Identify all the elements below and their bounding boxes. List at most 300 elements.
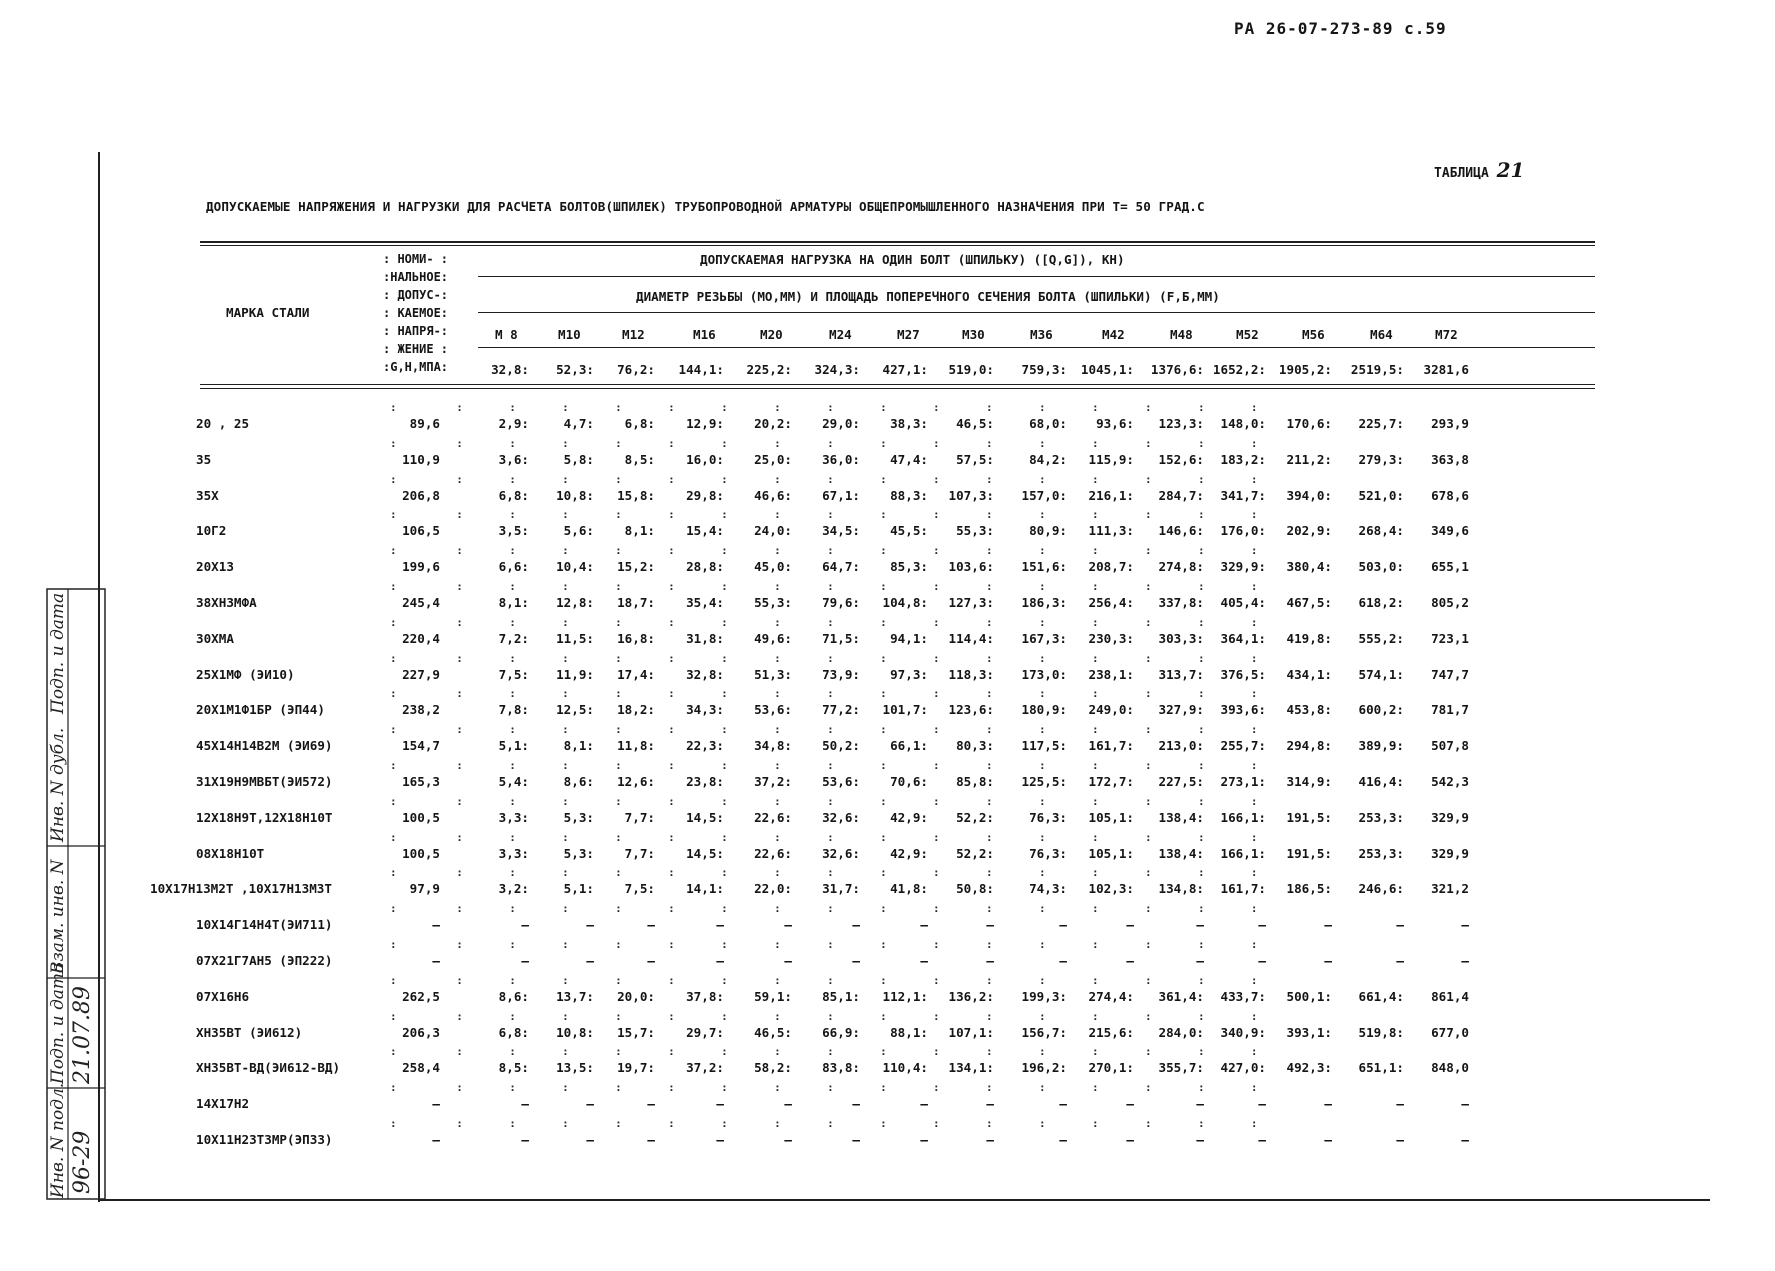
bolt-load-cell: — — [986, 953, 994, 968]
bolt-load-cell: — — [521, 917, 529, 932]
bolt-load-cell: 117,5: — [1021, 738, 1067, 753]
bolt-load-cell: 93,6: — [1096, 416, 1134, 431]
bolt-load-cell: 227,5: — [1158, 774, 1204, 789]
bolt-load-cell: 10,8: — [556, 1025, 594, 1040]
bolt-load-cell: 433,7: — [1220, 989, 1266, 1004]
bolt-load-cell: 71,5: — [822, 631, 860, 646]
bolt-load-cell: 467,5: — [1286, 595, 1332, 610]
row-separator-dots: : : : : : : : : : : : : : : : : : — [390, 401, 1258, 414]
bolt-load-cell: 134,1: — [948, 1060, 994, 1075]
thread-area-header: 32,8: — [491, 362, 529, 377]
bolt-load-cell: 341,7: — [1220, 488, 1266, 503]
row-separator-dots: : : : : : : : : : : : : : : : : : — [390, 1045, 1258, 1058]
bolt-load-cell: 651,1: — [1358, 1060, 1404, 1075]
bolt-load-cell: 747,7 — [1431, 667, 1469, 682]
allowable-stress-cell: — — [432, 1132, 440, 1147]
bolt-load-cell: 12,9: — [686, 416, 724, 431]
bolt-load-cell: — — [521, 953, 529, 968]
thread-size-header: М42 — [1102, 327, 1125, 342]
bolt-load-cell: 340,9: — [1220, 1025, 1266, 1040]
bolt-load-cell: 230,3: — [1088, 631, 1134, 646]
row-separator-dots: : : : : : : : : : : : : : : : : : — [390, 831, 1258, 844]
bolt-load-cell: 12,5: — [556, 702, 594, 717]
bolt-load-cell: 34,3: — [686, 702, 724, 717]
bolt-load-cell: — — [1324, 1132, 1332, 1147]
bolt-load-cell: 20,2: — [754, 416, 792, 431]
thread-size-header: М24 — [829, 327, 852, 342]
bolt-load-cell: 8,1: — [624, 523, 655, 538]
bolt-load-cell: — — [1324, 917, 1332, 932]
bolt-load-cell: — — [1196, 953, 1204, 968]
bolt-load-cell: — — [986, 1096, 994, 1111]
thread-size-header: М16 — [693, 327, 716, 342]
load-header-rule — [478, 276, 1595, 277]
bolt-load-cell: 5,1: — [498, 738, 529, 753]
bolt-load-cell: — — [1461, 1096, 1469, 1111]
bolt-load-cell: 6,8: — [624, 416, 655, 431]
bolt-load-cell: 574,1: — [1358, 667, 1404, 682]
bolt-load-cell: 376,5: — [1220, 667, 1266, 682]
bolt-load-cell: 94,1: — [890, 631, 928, 646]
bolt-load-cell: — — [647, 917, 655, 932]
bolt-load-cell: 216,1: — [1088, 488, 1134, 503]
bolt-load-cell: 3,3: — [498, 846, 529, 861]
bolt-load-cell: 37,2: — [686, 1060, 724, 1075]
bolt-load-cell: 3,6: — [498, 452, 529, 467]
bolt-load-cell: 249,0: — [1088, 702, 1134, 717]
bolt-load-cell: 805,2 — [1431, 595, 1469, 610]
bolt-load-cell: 2,9: — [498, 416, 529, 431]
thread-area-header: 52,3: — [556, 362, 594, 377]
bolt-load-cell: — — [1059, 1132, 1067, 1147]
bolt-load-cell: 42,9: — [890, 810, 928, 825]
bolt-load-cell: 58,2: — [754, 1060, 792, 1075]
bolt-load-cell: 246,6: — [1358, 881, 1404, 896]
margin-stamp — [46, 588, 106, 1200]
bolt-load-cell: 7,5: — [498, 667, 529, 682]
thread-area-header: 144,1: — [678, 362, 724, 377]
bolt-load-cell: — — [1396, 917, 1404, 932]
bolt-load-cell: 156,7: — [1021, 1025, 1067, 1040]
bolt-load-cell: 170,6: — [1286, 416, 1332, 431]
bolt-load-cell: 861,4 — [1431, 989, 1469, 1004]
bolt-load-cell: 172,7: — [1088, 774, 1134, 789]
bolt-load-cell: 389,9: — [1358, 738, 1404, 753]
bolt-load-cell: — — [1126, 917, 1134, 932]
bolt-load-cell: 183,2: — [1220, 452, 1266, 467]
row-separator-dots: : : : : : : : : : : : : : : : : : — [390, 580, 1258, 593]
bolt-load-cell: 53,6: — [822, 774, 860, 789]
bolt-load-cell: 238,1: — [1088, 667, 1134, 682]
bolt-load-cell: 31,8: — [686, 631, 724, 646]
bolt-load-cell: 3,2: — [498, 881, 529, 896]
bolt-load-cell: — — [586, 917, 594, 932]
bolt-load-cell: 186,5: — [1286, 881, 1332, 896]
bolt-load-cell: 166,1: — [1220, 810, 1266, 825]
bolt-load-cell: 59,1: — [754, 989, 792, 1004]
bolt-load-cell: 161,7: — [1088, 738, 1134, 753]
bolt-load-cell: 101,7: — [882, 702, 928, 717]
bolt-load-cell: 176,0: — [1220, 523, 1266, 538]
bolt-load-cell: 70,6: — [890, 774, 928, 789]
row-separator-dots: : : : : : : : : : : : : : : : : : — [390, 795, 1258, 808]
bolt-load-cell: 138,4: — [1158, 846, 1204, 861]
bolt-load-cell: 76,3: — [1029, 810, 1067, 825]
bolt-load-cell: 600,2: — [1358, 702, 1404, 717]
row-separator-dots: : : : : : : : : : : : : : : : : : — [390, 1081, 1258, 1094]
bolt-load-cell: 5,3: — [563, 810, 594, 825]
bolt-load-cell: 102,3: — [1088, 881, 1134, 896]
bolt-load-cell: 519,8: — [1358, 1025, 1404, 1040]
bolt-load-cell: 7,2: — [498, 631, 529, 646]
stamp-label-sign-date-1: Подп. и дата — [48, 962, 68, 1084]
bolt-load-cell: 419,8: — [1286, 631, 1332, 646]
thread-size-header: М27 — [897, 327, 920, 342]
thread-size-header: М 8 — [495, 327, 518, 342]
bolt-load-cell: 8,5: — [498, 1060, 529, 1075]
diameter-header-rule — [478, 312, 1595, 313]
bolt-load-cell: 83,8: — [822, 1060, 860, 1075]
bolt-load-cell: 270,1: — [1088, 1060, 1134, 1075]
bolt-load-cell: 13,5: — [556, 1060, 594, 1075]
steel-grade-cell: 10Х17Н13М2Т ,10Х17Н13М3Т — [150, 881, 332, 896]
allowable-stress-cell: 206,3 — [402, 1025, 440, 1040]
bolt-load-cell: 32,6: — [822, 846, 860, 861]
bolt-load-cell: 15,2: — [617, 559, 655, 574]
bolt-load-cell: 37,8: — [686, 989, 724, 1004]
bolt-load-cell: 6,6: — [498, 559, 529, 574]
bolt-load-cell: 6,8: — [498, 1025, 529, 1040]
steel-grade-cell: 25Х1МФ (ЭИ10) — [196, 667, 295, 682]
bolt-load-cell: 191,5: — [1286, 810, 1332, 825]
stress-header-line: :НАЛЬНОЕ: — [383, 270, 449, 284]
bolt-load-cell: — — [647, 1096, 655, 1111]
bolt-load-cell: 191,5: — [1286, 846, 1332, 861]
bolt-load-cell: 84,2: — [1029, 452, 1067, 467]
bolt-load-cell: 274,4: — [1088, 989, 1134, 1004]
thread-size-header: М64 — [1370, 327, 1393, 342]
bolt-load-cell: 199,3: — [1021, 989, 1067, 1004]
bolt-load-cell: — — [920, 1096, 928, 1111]
bolt-load-cell: 15,4: — [686, 523, 724, 538]
bolt-load-cell: 364,1: — [1220, 631, 1266, 646]
bolt-load-cell: 46,5: — [754, 1025, 792, 1040]
bolt-load-cell: — — [1461, 953, 1469, 968]
bolt-load-cell: — — [784, 917, 792, 932]
bolt-load-cell: 46,5: — [956, 416, 994, 431]
bolt-load-cell: 157,0: — [1021, 488, 1067, 503]
allowable-stress-cell: 262,5 — [402, 989, 440, 1004]
bolt-load-cell: 80,3: — [956, 738, 994, 753]
bolt-load-cell: 225,7: — [1358, 416, 1404, 431]
bolt-load-cell: 24,0: — [754, 523, 792, 538]
bolt-load-cell: 29,8: — [686, 488, 724, 503]
stamp-label-replace-inv: Взам. инв. N — [48, 859, 68, 974]
bolt-load-cell: — — [647, 953, 655, 968]
bolt-load-cell: — — [1258, 953, 1266, 968]
bolt-load-cell: — — [1196, 1096, 1204, 1111]
bolt-load-cell: 215,6: — [1088, 1025, 1134, 1040]
bolt-load-cell: — — [920, 953, 928, 968]
thread-area-header: 1905,2: — [1278, 362, 1332, 377]
bolt-load-cell: 13,7: — [556, 989, 594, 1004]
bolt-load-cell: 337,8: — [1158, 595, 1204, 610]
bolt-load-cell: 14,1: — [686, 881, 724, 896]
bolt-load-cell: — — [1461, 917, 1469, 932]
bolt-load-cell: 85,1: — [822, 989, 860, 1004]
steel-grade-cell: 38ХН3МФА — [196, 595, 257, 610]
bolt-load-cell: 38,3: — [890, 416, 928, 431]
steel-grade-cell: 10Х11Н23Т3МР(ЭП33) — [196, 1132, 333, 1147]
thread-area-header: 3281,6 — [1423, 362, 1469, 377]
row-separator-dots: : : : : : : : : : : : : : : : : : — [390, 508, 1258, 521]
bolt-load-cell: 74,3: — [1029, 881, 1067, 896]
stamp-label-dup-inv: Инв. N дубл. — [48, 727, 68, 842]
bolt-load-cell: 28,8: — [686, 559, 724, 574]
steel-grade-cell: ХН35ВТ (ЭИ612) — [196, 1025, 303, 1040]
bolt-load-cell: 80,9: — [1029, 523, 1067, 538]
bolt-load-cell: 52,2: — [956, 846, 994, 861]
bolt-load-cell: 97,3: — [890, 667, 928, 682]
bolt-load-cell: 29,0: — [822, 416, 860, 431]
steel-grade-cell: 10Г2 — [196, 523, 227, 538]
bolt-load-cell: 355,7: — [1158, 1060, 1204, 1075]
bolt-load-cell: 723,1 — [1431, 631, 1469, 646]
bolt-load-cell: — — [852, 953, 860, 968]
bolt-load-cell: 45,0: — [754, 559, 792, 574]
bolt-load-cell: 321,2 — [1431, 881, 1469, 896]
bolt-load-cell: 148,0: — [1220, 416, 1266, 431]
bolt-load-cell: 55,3: — [754, 595, 792, 610]
bolt-load-cell: 152,6: — [1158, 452, 1204, 467]
bolt-load-cell: 555,2: — [1358, 631, 1404, 646]
allowable-stress-cell: 227,9 — [402, 667, 440, 682]
row-separator-dots: : : : : : : : : : : : : : : : : : — [390, 723, 1258, 736]
stamp-handwritten-date: 21.07.89 — [70, 986, 95, 1084]
bolt-load-cell: 500,1: — [1286, 989, 1332, 1004]
bolt-load-cell: 123,3: — [1158, 416, 1204, 431]
bolt-load-cell: 166,1: — [1220, 846, 1266, 861]
bolt-load-cell: — — [1324, 953, 1332, 968]
bolt-load-cell: 11,8: — [617, 738, 655, 753]
bolt-load-cell: — — [1196, 917, 1204, 932]
bolt-load-cell: — — [716, 953, 724, 968]
bolt-load-cell: 85,8: — [956, 774, 994, 789]
bolt-load-cell: 5,8: — [563, 452, 594, 467]
bolt-load-cell: 196,2: — [1021, 1060, 1067, 1075]
bolt-load-cell: — — [586, 1096, 594, 1111]
bolt-load-cell: 76,3: — [1029, 846, 1067, 861]
stress-header-line: : ЖЕНИЕ : — [383, 342, 449, 356]
allowable-stress-cell: 154,7 — [402, 738, 440, 753]
bolt-load-cell: 111,3: — [1088, 523, 1134, 538]
bolt-load-cell: — — [986, 1132, 994, 1147]
bolt-load-cell: — — [852, 1132, 860, 1147]
bolt-load-cell: — — [1258, 1096, 1266, 1111]
bolt-load-cell: 103,6: — [948, 559, 994, 574]
bolt-load-cell: 31,7: — [822, 881, 860, 896]
bolt-load-cell: 22,6: — [754, 846, 792, 861]
bolt-load-cell: — — [784, 953, 792, 968]
bolt-load-cell: 110,4: — [882, 1060, 928, 1075]
bolt-load-cell: — — [1396, 1132, 1404, 1147]
bolt-load-cell: 52,2: — [956, 810, 994, 825]
thread-area-header: 225,2: — [746, 362, 792, 377]
bolt-load-cell: 303,3: — [1158, 631, 1204, 646]
bolt-load-cell: — — [716, 917, 724, 932]
row-separator-dots: : : : : : : : : : : : : : : : : : — [390, 974, 1258, 987]
thread-area-header: 1376,6: — [1150, 362, 1204, 377]
bolt-load-cell: 46,6: — [754, 488, 792, 503]
steel-grade-cell: 12Х18Н9Т,12Х18Н10Т — [196, 810, 333, 825]
bolt-load-cell: 8,5: — [624, 452, 655, 467]
allowable-stress-cell: — — [432, 953, 440, 968]
bolt-load-cell: — — [1461, 1132, 1469, 1147]
bolt-load-cell: 127,3: — [948, 595, 994, 610]
bolt-load-cell: 10,8: — [556, 488, 594, 503]
thread-size-header: М56 — [1302, 327, 1325, 342]
thread-size-header: М52 — [1236, 327, 1259, 342]
table-title: ДОПУСКАЕМЫЕ НАПРЯЖЕНИЯ И НАГРУЗКИ ДЛЯ РАСЧЕТА БОЛТОВ(ШПИЛЕК) ТРУБОПРОВОДНОЙ АРМАТУРЫ ОБЩЕПРОМЫШЛЕННОГО НАЗНАЧЕНИЯ ПРИ T= 50 ГРАД.С — [206, 199, 1205, 214]
frame-bottom-line — [98, 1199, 1710, 1201]
bolt-load-cell: 36,0: — [822, 452, 860, 467]
bolt-load-cell: 284,7: — [1158, 488, 1204, 503]
stress-header-line: : ДОПУС-: — [383, 288, 449, 302]
bolt-load-cell: 618,2: — [1358, 595, 1404, 610]
allowable-stress-cell: 100,5 — [402, 846, 440, 861]
bolt-load-cell: 66,1: — [890, 738, 928, 753]
allowable-stress-cell: 238,2 — [402, 702, 440, 717]
bolt-load-cell: 268,4: — [1358, 523, 1404, 538]
thread-area-header: 76,2: — [617, 362, 655, 377]
row-separator-dots: : : : : : : : : : : : : : : : : : — [390, 759, 1258, 772]
bolt-load-cell: — — [586, 1132, 594, 1147]
thread-size-header: М10 — [558, 327, 581, 342]
bolt-load-cell: 7,8: — [498, 702, 529, 717]
bolt-load-cell: 105,1: — [1088, 846, 1134, 861]
bolt-load-cell: 329,9: — [1220, 559, 1266, 574]
row-separator-dots: : : : : : : : : : : : : : : : : : — [390, 437, 1258, 450]
bolt-load-cell: 134,8: — [1158, 881, 1204, 896]
bolt-load-cell: 10,4: — [556, 559, 594, 574]
bolt-load-cell: 8,6: — [563, 774, 594, 789]
bolt-load-cell: 255,7: — [1220, 738, 1266, 753]
row-separator-dots: : : : : : : : : : : : : : : : : : — [390, 902, 1258, 915]
bolt-load-cell: 273,1: — [1220, 774, 1266, 789]
bolt-load-cell: 4,7: — [563, 416, 594, 431]
table-number-handwritten: 21 — [1496, 158, 1525, 182]
bolt-load-cell: — — [1126, 953, 1134, 968]
bolt-load-cell: 314,9: — [1286, 774, 1332, 789]
bolt-load-cell: 118,3: — [948, 667, 994, 682]
steel-grade-cell: 20 , 25 — [196, 416, 250, 431]
bolt-load-cell: 542,3 — [1431, 774, 1469, 789]
bolt-load-cell: 284,0: — [1158, 1025, 1204, 1040]
bolt-load-cell: 293,9 — [1431, 416, 1469, 431]
bolt-load-cell: 329,9 — [1431, 846, 1469, 861]
bolt-load-cell: 85,3: — [890, 559, 928, 574]
bolt-load-cell: 279,3: — [1358, 452, 1404, 467]
bolt-load-cell: 12,8: — [556, 595, 594, 610]
bolt-load-cell: 105,1: — [1088, 810, 1134, 825]
steel-grade-cell: 14Х17Н2 — [196, 1096, 250, 1111]
thread-size-header: М30 — [962, 327, 985, 342]
bolt-load-cell: 7,7: — [624, 810, 655, 825]
bolt-load-cell: 8,6: — [498, 989, 529, 1004]
steel-grade-cell: 35Х — [196, 488, 219, 503]
steel-grade-cell: 07Х16Н6 — [196, 989, 250, 1004]
row-separator-dots: : : : : : : : : : : : : : : : : : — [390, 866, 1258, 879]
bolt-load-cell: 6,8: — [498, 488, 529, 503]
bolt-load-cell: — — [1324, 1096, 1332, 1111]
bolt-load-cell: — — [1396, 953, 1404, 968]
bolt-load-cell: 213,0: — [1158, 738, 1204, 753]
bolt-load-cell: 146,6: — [1158, 523, 1204, 538]
bolt-load-cell: — — [784, 1132, 792, 1147]
document-code: РА 26-07-273-89 с.59 — [1234, 19, 1447, 38]
stamp-label-sign-date-2: Подп. и дата — [48, 592, 68, 714]
bolt-load-cell: 115,9: — [1088, 452, 1134, 467]
thread-size-header: М72 — [1435, 327, 1458, 342]
bolt-load-cell: 42,9: — [890, 846, 928, 861]
allowable-stress-cell: 220,4 — [402, 631, 440, 646]
bolt-load-cell: — — [1258, 917, 1266, 932]
bolt-load-cell: 67,1: — [822, 488, 860, 503]
bolt-load-cell: — — [521, 1132, 529, 1147]
bolt-load-cell: 107,3: — [948, 488, 994, 503]
steel-grade-cell: 07Х21Г7АН5 (ЭП222) — [196, 953, 333, 968]
bolt-load-cell: 781,7 — [1431, 702, 1469, 717]
bolt-load-cell: 11,9: — [556, 667, 594, 682]
bolt-load-cell: 32,8: — [686, 667, 724, 682]
bolt-load-cell: 77,2: — [822, 702, 860, 717]
bolt-load-cell: 294,8: — [1286, 738, 1332, 753]
bolt-load-cell: 427,0: — [1220, 1060, 1266, 1075]
bolt-load-cell: 107,1: — [948, 1025, 994, 1040]
steel-grade-cell: 08Х18Н10Т — [196, 846, 265, 861]
bolt-load-cell: — — [784, 1096, 792, 1111]
bolt-load-cell: 655,1 — [1431, 559, 1469, 574]
bolt-load-cell: — — [986, 917, 994, 932]
bolt-load-cell: 393,1: — [1286, 1025, 1332, 1040]
bolt-load-cell: 114,4: — [948, 631, 994, 646]
bolt-load-cell: 453,8: — [1286, 702, 1332, 717]
allowable-stress-cell: 199,6 — [402, 559, 440, 574]
bolt-load-cell: 7,7: — [624, 846, 655, 861]
allowable-stress-cell: 110,9 — [402, 452, 440, 467]
bolt-load-cell: 55,3: — [956, 523, 994, 538]
bolt-load-cell: — — [1059, 1096, 1067, 1111]
bolt-load-cell: 45,5: — [890, 523, 928, 538]
bolt-load-cell: 161,7: — [1220, 881, 1266, 896]
load-header: ДОПУСКАЕМАЯ НАГРУЗКА НА ОДИН БОЛТ (ШПИЛЬКУ) ([Q,G]), КН) — [700, 252, 1125, 267]
row-separator-dots: : : : : : : : : : : : : : : : : : — [390, 1117, 1258, 1130]
bolt-load-cell: 79,6: — [822, 595, 860, 610]
bolt-load-cell: 256,4: — [1088, 595, 1134, 610]
steel-grade-cell: 20Х1М1Ф1БР (ЭП44) — [196, 702, 325, 717]
bolt-load-cell: 11,5: — [556, 631, 594, 646]
bolt-load-cell: 208,7: — [1088, 559, 1134, 574]
bolt-load-cell: 848,0 — [1431, 1060, 1469, 1075]
bolt-load-cell: — — [1258, 1132, 1266, 1147]
bolt-load-cell: 22,6: — [754, 810, 792, 825]
bolt-load-cell: — — [852, 917, 860, 932]
bolt-load-cell: 186,3: — [1021, 595, 1067, 610]
thread-area-header: 1045,1: — [1080, 362, 1134, 377]
row-separator-dots: : : : : : : : : : : : : : : : : : — [390, 544, 1258, 557]
row-separator-dots: : : : : : : : : : : : : : : : : : — [390, 616, 1258, 629]
bolt-load-cell: — — [1059, 917, 1067, 932]
